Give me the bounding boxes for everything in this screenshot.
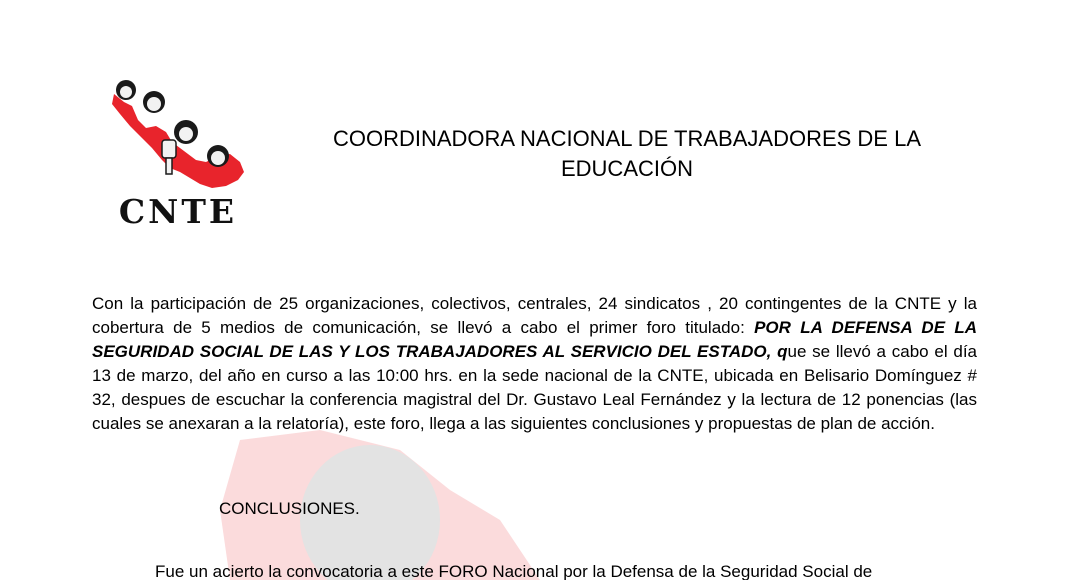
- conclusion-paragraph-start: Fue un acierto la convocatoria a este FORO Nacional por la Defensa de la Seguridad Social de: [155, 562, 873, 580]
- document-title: COORDINADORA NACIONAL DE TRABAJADORES DE LA EDUCACIÓN: [332, 126, 922, 181]
- cnte-wordmark: CNTE: [118, 192, 238, 231]
- intro-text-end: ue se llevó a cabo el día 13 de marzo, del año en curso a las 10:00 hrs. en la sede nacional de la CNTE, ubicada en Belisario Domínguez # 32, despues de escuchar la conferencia magistral del Dr. Gustavo Leal Fernández y la lectura de 12 ponencias (las cuales se anexaran a la relatoría), este foro, llega a las siguientes conclusiones y propuestas de plan de acción.: [92, 341, 977, 433]
- intro-text-start: Con la participación de 25 organizaciones, colectivos, centrales, 24 sindicatos , 20 contingentes de la CNTE y la cobertura de 5 medios de comunicación, se llevó a cabo el primer foro titulado:: [92, 294, 977, 337]
- intro-paragraph: [92, 292, 977, 435]
- cnte-map-emblem: [108, 76, 248, 194]
- forum-title-emphasis: POR LA DEFENSA DE LA SEGURIDAD SOCIAL DE LAS Y LOS TRABAJADORES AL SERVICIO DEL ESTADO, q: [92, 317, 978, 361]
- conclusions-heading: CONCLUSIONES.: [219, 499, 360, 518]
- cnte-logo: [108, 76, 248, 231]
